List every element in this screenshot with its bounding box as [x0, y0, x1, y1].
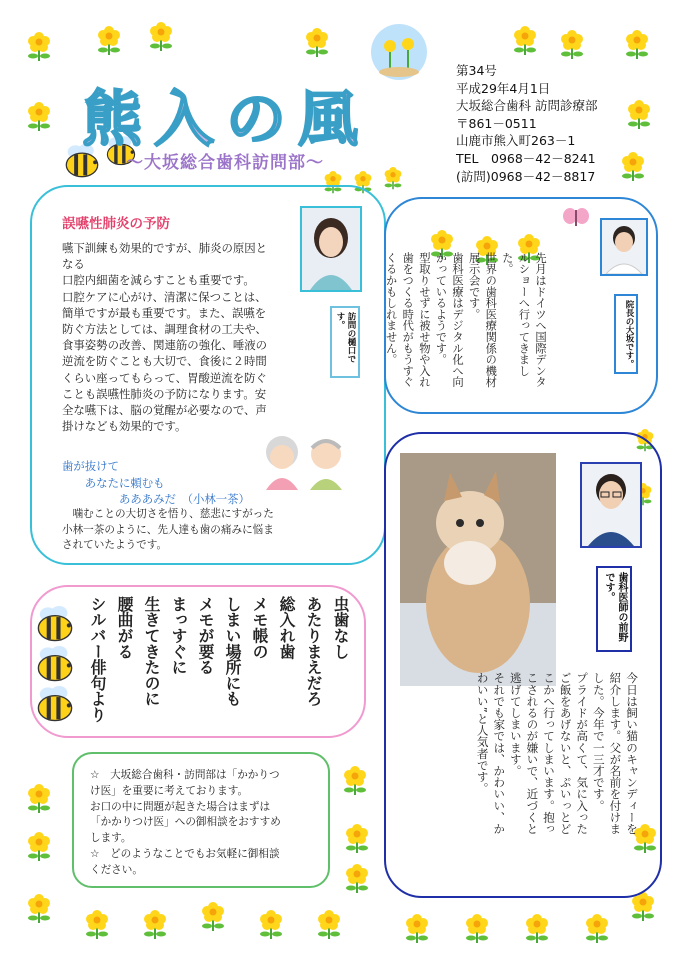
body-line: 食事姿勢の改善、関連筋の強化、唾液の — [62, 338, 268, 353]
person-photo-icon — [602, 220, 646, 274]
staff-caption-maeno: 歯科医師の前野です。 — [596, 566, 632, 652]
notice-line: ☆ 大坂総合歯科・訪問部は「かかりつ — [90, 769, 280, 781]
flower-icon — [144, 18, 178, 52]
flower-icon — [22, 780, 56, 814]
flower-icon — [22, 890, 56, 924]
body-line: 全な嚥下は、脳の覚醒が必要なので、声 — [62, 403, 267, 418]
cat-story — [474, 672, 640, 886]
haiku-line: メモ帳の — [250, 596, 269, 660]
flower-icon — [312, 906, 346, 940]
body-line: ことも誤嚥性肺炎の予防になります。安 — [62, 386, 267, 401]
flower-icon — [138, 906, 172, 940]
staff-photo-higuchi — [300, 206, 362, 292]
visit-telephone: (訪問)0968－42－8817 — [456, 168, 596, 184]
flower-icon — [620, 26, 654, 60]
bee-icon — [34, 686, 76, 722]
body-line: 口腔内細菌を減らすことも重要です。 — [62, 273, 255, 288]
message-line: 先月はドイツへ国際デンタ — [534, 252, 547, 388]
haiku-line: 総入れ歯 — [277, 596, 296, 660]
haiku-line: あああみだ （小林一茶） — [62, 492, 250, 506]
staff-photo-maeno — [580, 462, 642, 548]
person-photo-icon — [302, 208, 360, 290]
body-line: くらい座ってもらって、胃酸逆流を防ぐ — [62, 370, 267, 385]
staff-caption-director: 院長の大坂です。 — [614, 294, 638, 374]
haiku-line: あなたに頼むも — [62, 475, 165, 490]
flower-icon — [22, 28, 56, 62]
issue-number: 第34号 — [456, 63, 497, 78]
clinic-name: 大坂総合歯科 訪問診療部 — [456, 98, 598, 114]
cat-photo-icon — [400, 453, 556, 686]
haiku-note — [62, 507, 274, 554]
issue-date: 平成29年4月1日 — [456, 80, 551, 96]
message-line: 歯科医療はデジタル化へ向 — [451, 252, 465, 388]
notice-line: お口の中に問題が起きた場合はまずは — [90, 800, 271, 813]
haiku-line: 虫歯なし — [331, 596, 350, 660]
flower-icon — [340, 820, 374, 854]
story-line: それでも家では、かわいい、か — [492, 672, 507, 835]
flower-icon — [520, 910, 554, 944]
flower-icon — [80, 906, 114, 940]
telephone: TEL 0968－42－8241 — [456, 150, 596, 166]
message-line: くるかもしれません。 — [384, 252, 398, 365]
story-line: 今日は飼い猫のキャンディーを — [625, 672, 639, 835]
flower-icon — [508, 22, 542, 56]
story-line: 紹介します。父が名前を付けま — [608, 672, 623, 835]
staff-photo-director — [600, 218, 648, 276]
story-line: した。今年で一三才です。 — [591, 672, 606, 812]
haiku-line: まっすぐに — [169, 596, 188, 675]
director-message — [382, 252, 548, 402]
flower-icon — [254, 906, 288, 940]
haiku-line: シルバー俳句より — [88, 596, 107, 723]
postal-code: 〒861－0511 — [456, 115, 537, 131]
message-line: 世界の歯科医療関係の機材 — [484, 252, 498, 388]
story-line: わいい”と人気者です。 — [475, 672, 490, 795]
haiku-line: 生きてきたのに — [142, 596, 161, 707]
flower-icon — [616, 148, 650, 182]
issa-haiku — [62, 458, 250, 508]
body-line: 防ぐ方法としては、調理食材の工夫や、 — [62, 322, 267, 337]
flower-icon — [400, 910, 434, 944]
note-line: されていたようです。 — [62, 539, 168, 551]
cat-photo — [400, 453, 556, 686]
notice-line: します。 — [90, 832, 132, 845]
story-line: 逃げてしまいます。 — [508, 672, 523, 777]
flower-icon — [340, 860, 374, 894]
body-line: 逆流を防ぐことも大切で、食後に２時間 — [62, 354, 267, 369]
story-line: ご飯をあげないと、ぷいっとど — [558, 672, 573, 835]
story-line: こかへ行ってしまいます。抱っ — [542, 672, 557, 835]
flower-icon — [92, 22, 126, 56]
note-line: 小林一茶のように、先人達も歯の痛みに悩ま — [62, 523, 274, 536]
elderly-couple-icon — [252, 430, 356, 490]
flower-icon — [22, 98, 56, 132]
bee-icon — [34, 606, 76, 642]
flower-icon — [380, 164, 406, 190]
flower-icon — [338, 762, 372, 796]
aspiration-heading: 誤嚥性肺炎の予防 — [62, 216, 170, 232]
notice-text — [90, 768, 322, 879]
notice-line: 「かかりつけ医」への御相談をおすすめ — [90, 816, 281, 829]
sun-logo-icon — [366, 22, 432, 82]
clinic-info — [456, 62, 597, 185]
flower-icon — [300, 24, 334, 58]
message-line: 型取りせずに被せ物や入れ — [417, 252, 431, 388]
notice-line: ☆ どのようなことでもお気軽に御相談 — [90, 847, 280, 860]
haiku-line: あたりまえだろ — [304, 596, 323, 707]
message-line: た。 — [500, 252, 514, 275]
person-photo-icon — [582, 464, 640, 546]
body-line: 掛けなども効果的です。 — [62, 419, 187, 434]
message-line: ルショーへ行ってきまし — [517, 252, 531, 377]
note-line: 噛むことの大切さを悟り、慈悲にすがった — [62, 508, 274, 520]
aspiration-body — [62, 240, 332, 434]
flower-icon — [580, 910, 614, 944]
notice-line: ください。 — [90, 863, 143, 876]
message-line: 展示会です。 — [467, 252, 481, 320]
message-line: 歯をつくる時代がもうすぐ — [401, 252, 415, 388]
newsletter-title: 熊入の風 — [82, 85, 370, 155]
body-line: 嚥下訓練も効果的ですが、肺炎の原因と — [62, 241, 268, 255]
clinic-address: 山鹿市熊入町263－1 — [456, 133, 576, 149]
newsletter-subtitle: ～大坂総合歯科訪問部～ — [126, 153, 324, 173]
story-line: プライドが高くて、気に入った — [575, 672, 590, 835]
haiku-line: 腰曲がる — [115, 596, 134, 660]
flower-icon — [460, 910, 494, 944]
flower-icon — [196, 898, 230, 932]
story-line: こされるのが嫌いで、近づくと — [525, 672, 540, 835]
notice-line: け医」を重要に考えております。 — [90, 784, 249, 797]
flower-icon — [622, 96, 656, 130]
bee-icon — [34, 646, 76, 682]
haiku-line: メモが要る — [196, 596, 215, 675]
message-line: かっているようです。 — [434, 252, 448, 365]
flower-icon — [555, 26, 589, 60]
silver-haiku — [84, 596, 354, 734]
flower-icon — [22, 828, 56, 862]
body-line: なる — [62, 257, 85, 272]
haiku-line: しまい場所にも — [223, 596, 242, 707]
body-line: 口腔ケアに心がけ、清潔に保つことは、 — [62, 289, 267, 304]
butterfly-icon — [562, 206, 590, 230]
staff-caption-higuchi: 訪問の樋口です。 — [330, 306, 360, 378]
haiku-line: 歯が抜けて — [62, 459, 119, 473]
body-line: 簡単ですが最も重要です。また、誤嚥を — [62, 305, 267, 320]
